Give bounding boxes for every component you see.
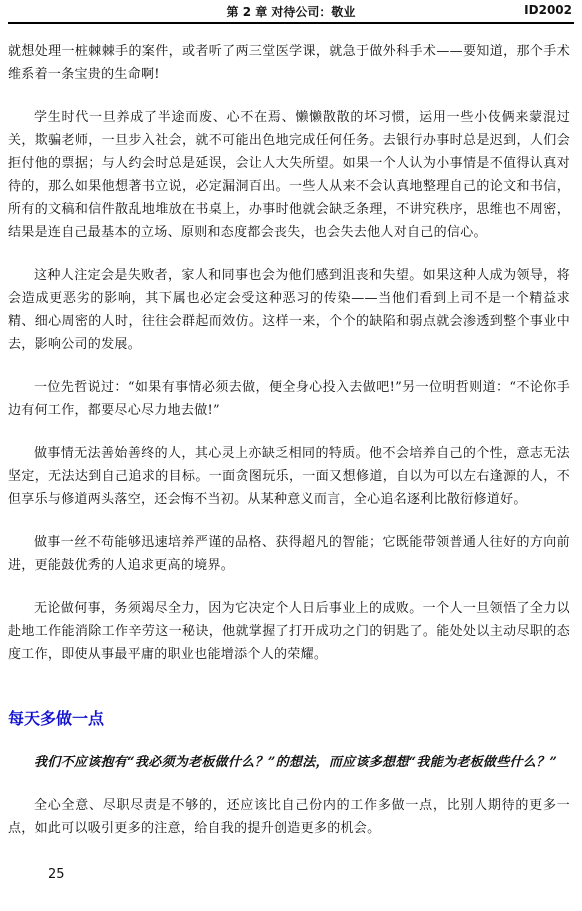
paragraph: 学生时代一旦养成了半途而废、心不在焉、懒懒散散的坏习惯，运用一些小伎俩来蒙混过关，欺骗老师，一旦步入社会，就不可能出色地完成任何任务。去银行办事时总是迟到，人们会拒付他的票据；与人约会时总是延误，会让人大失所望。如果一个人认为小事情是不值得认真对待的，那么如果他想著书立说，必定漏洞百出。一些人从来不会认真地整理自己的论文和书信，所有的文稿和信件散乱地堆放在书桌上，办事时他就会缺乏条理，不讲究秩序，思维也不周密，结果是连自己最基本的立场、原则和态度都会丧失，也会失去他人对自己的信心。 <box>8 110 570 240</box>
paragraph: 无论做何事，务须竭尽全力，因为它决定个人日后事业上的成败。一个人一旦领悟了全力以赴地工作能消除工作辛劳这一秘诀，他就掌握了打开成功之门的钥匙了。能处处以主动尽职的态度工作，即使从事最平庸的职业也能增添个人的荣耀。 <box>8 601 570 662</box>
page-content <box>8 40 570 840</box>
section-quote: 我们不应该抱有“我必须为老板做什么？”的想法，而应该多想想“我能为老板做些什么？” <box>34 755 558 770</box>
section-heading: 每天多做一点 <box>8 709 105 728</box>
paragraph: 做事情无法善始善终的人，其心灵上亦缺乏相同的特质。他不会培养自己的个性，意志无法坚定，无法达到自己追求的目标。一面贪图玩乐，一面又想修道，自以为可以左右逢源的人，不但享乐与修道两头落空，还会悔不当初。从某种意义而言，全心追名逐利比散衍修道好。 <box>8 446 570 507</box>
paragraph: 这种人注定会是失败者，家人和同事也会为他们感到沮丧和失望。如果这种人成为领导，将会造成更恶劣的影响，其下属也必定会受这种恶习的传染——当他们看到上司不是一个精益求精、细心周密的人时，往往会群起而效仿。这样一来，个个的缺陷和弱点就会渗透到整个事业中去，影响公司的发展。 <box>8 268 570 352</box>
document-code: ID2002 <box>524 3 572 17</box>
chapter-title: 第 2 章 对待公司：敬业 <box>226 5 356 19</box>
paragraph-continued: 就想处理一桩棘棘手的案件，或者听了两三堂医学课，就急于做外科手术——要知道，那个手术维系着一条宝贵的生命啊! <box>8 44 570 82</box>
page-number: 25 <box>48 867 65 882</box>
paragraph: 全心全意、尽职尽责是不够的，还应该比自己份内的工作多做一点，比别人期待的更多一点，如此可以吸引更多的注意，给自我的提升创造更多的机会。 <box>8 798 570 836</box>
paragraph: 一位先哲说过：“如果有事情必须去做，便全身心投入去做吧!”另一位明哲则道：“不论你手边有何工作，都要尽心尽力地去做!” <box>8 380 570 418</box>
page-header <box>8 0 574 24</box>
paragraph: 做事一丝不苟能够迅速培养严谨的品格、获得超凡的智能；它既能带领普通人往好的方向前进，更能鼓优秀的人追求更高的境界。 <box>8 535 570 573</box>
